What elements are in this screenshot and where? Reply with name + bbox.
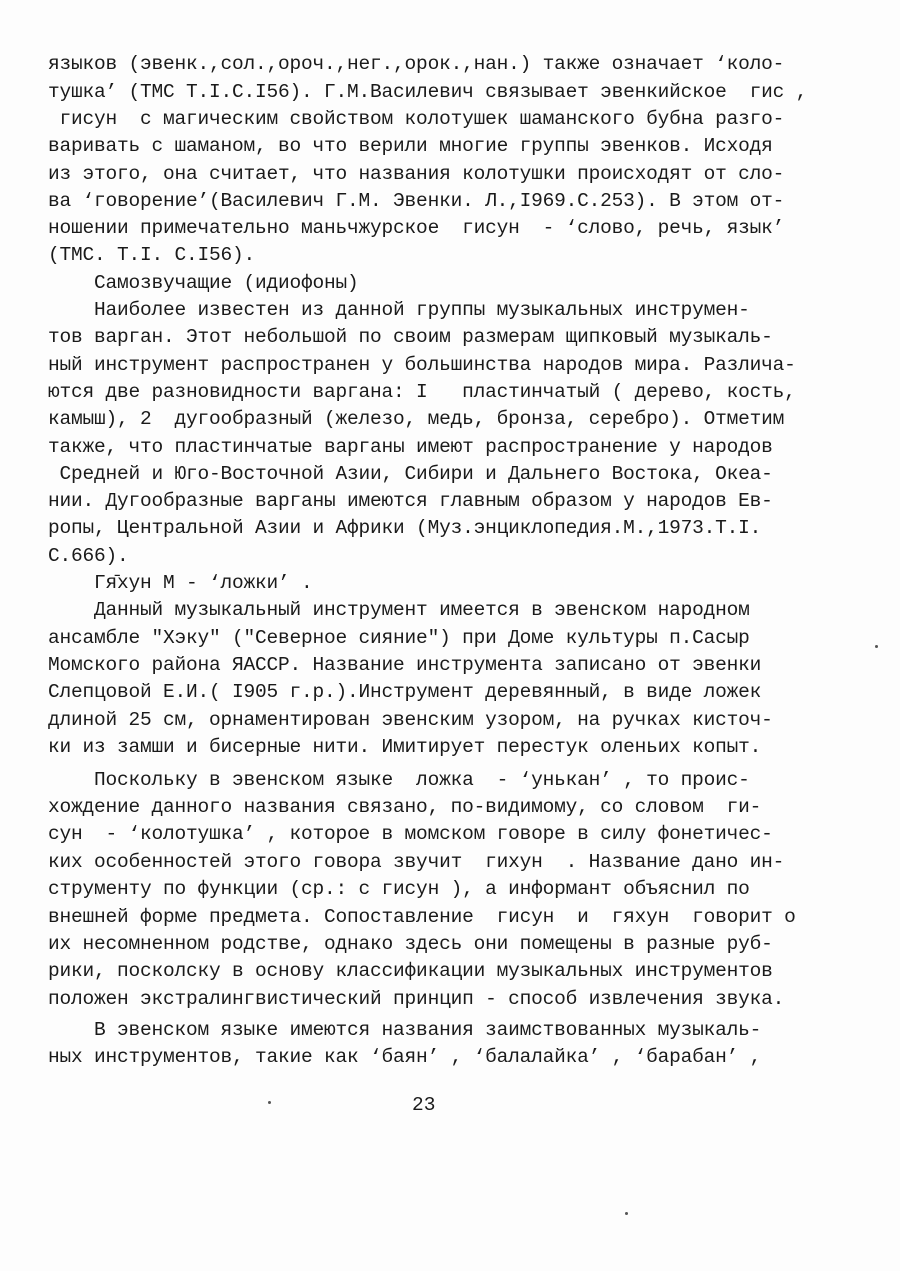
text-line: Момского района ЯАССР. Название инструмента записано от эвенки (48, 654, 762, 676)
text-line: их несомненном родстве, однако здесь они помещены в разные руб- (48, 933, 773, 955)
text-line: струменту по функции (ср.: с гисун ), а информант объяснил по (48, 878, 750, 900)
text-line: рики, посколску в основу классификации музыкальных инструментов (48, 960, 773, 982)
text-line: ва ‘говорение’(Василевич Г.М. Эвенки. Л.,I969.С.253). В этом от- (48, 190, 785, 212)
text-line: ный инструмент распространен у большинства народов мира. Различа- (48, 354, 796, 376)
text-line: С.666). (48, 545, 129, 567)
text-line: ких особенностей этого говора звучит гихун . Название дано ин- (48, 851, 785, 873)
section-heading: Самозвучащие (идиофоны) (48, 272, 359, 294)
text-line: хождение данного названия связано, по-видимому, со словом ги- (48, 796, 762, 818)
text-line: языков (эвенк.,сол.,ороч.,нег.,орок.,нан.) также означает ‘коло- (48, 53, 785, 75)
text-line: Средней и Юго-Восточной Азии, Сибири и Дальнего Востока, Океа- (48, 463, 773, 485)
text-line: ропы, Центральной Азии и Африки (Муз.энциклопедия.М.,1973.Т.I. (48, 517, 762, 539)
section-heading: Гя̄хун М - ‘ложки’ . (48, 572, 313, 594)
text-line: также, что пластинчатые варганы имеют распространение у народов (48, 436, 773, 458)
text-line: тов варган. Этот небольшой по своим размерам щипковый музыкаль- (48, 326, 773, 348)
scan-speck (268, 1101, 271, 1104)
text-line: ношении примечательно маньчжурское гисун - ‘слово, речь, язык’ (48, 217, 785, 239)
text-line: положен экстралингвистический принцип - способ извлечения звука. (48, 988, 785, 1010)
text-line: ки из замши и бисерные нити. Имитирует перестук оленьих копыт. (48, 736, 762, 758)
text-line: ных инструментов, такие как ‘баян’ , ‘балалайка’ , ‘барабан’ , (48, 1046, 762, 1068)
text-line: нии. Дугообразные варганы имеются главным образом у народов Ев- (48, 490, 773, 512)
text-line: внешней форме предмета. Сопоставление гисун и гяхун говорит о (48, 906, 796, 928)
scan-speck (875, 645, 878, 648)
text-line: варивать с шаманом, во что верили многие группы эвенков. Исходя (48, 135, 773, 157)
text-line: ансамбле "Хэку" ("Северное сияние") при Доме культуры п.Сасыр (48, 627, 750, 649)
text-line: Данный музыкальный инструмент имеется в эвенском народном (48, 599, 750, 621)
text-line: Наиболее известен из данной группы музыкальных инструмен- (48, 299, 750, 321)
text-line: В эвенском языке имеются названия заимствованных музыкаль- (48, 1019, 762, 1041)
scan-speck (625, 1212, 628, 1215)
text-line: Слепцовой Е.И.( I905 г.р.).Инструмент деревянный, в виде ложек (48, 681, 762, 703)
text-line: камыш), 2 дугообразный (железо, медь, бронза, серебро). Отметим (48, 408, 785, 430)
text-line: Поскольку в эвенском языке ложка - ‘унькан’ , то проис- (48, 769, 750, 791)
text-line: длиной 25 см, орнаментирован эвенским узором, на ручках кисточ- (48, 709, 773, 731)
text-line: сун - ‘колотушка’ , которое в момском говоре в силу фонетичес- (48, 823, 773, 845)
text-line: (ТМС. Т.I. С.I56). (48, 244, 256, 266)
page-number: 23 (412, 1094, 436, 1116)
text-line: тушка’ (ТМС Т.I.С.I56). Г.М.Василевич связывает эвенкийское гис , (48, 81, 808, 103)
text-line: из этого, она считает, что названия колотушки происходят от сло- (48, 163, 785, 185)
text-line: ются две разновидности варгана: I пластинчатый ( дерево, кость, (48, 381, 796, 403)
text-line: гисун с магическим свойством колотушек шаманского бубна разго- (48, 108, 785, 130)
